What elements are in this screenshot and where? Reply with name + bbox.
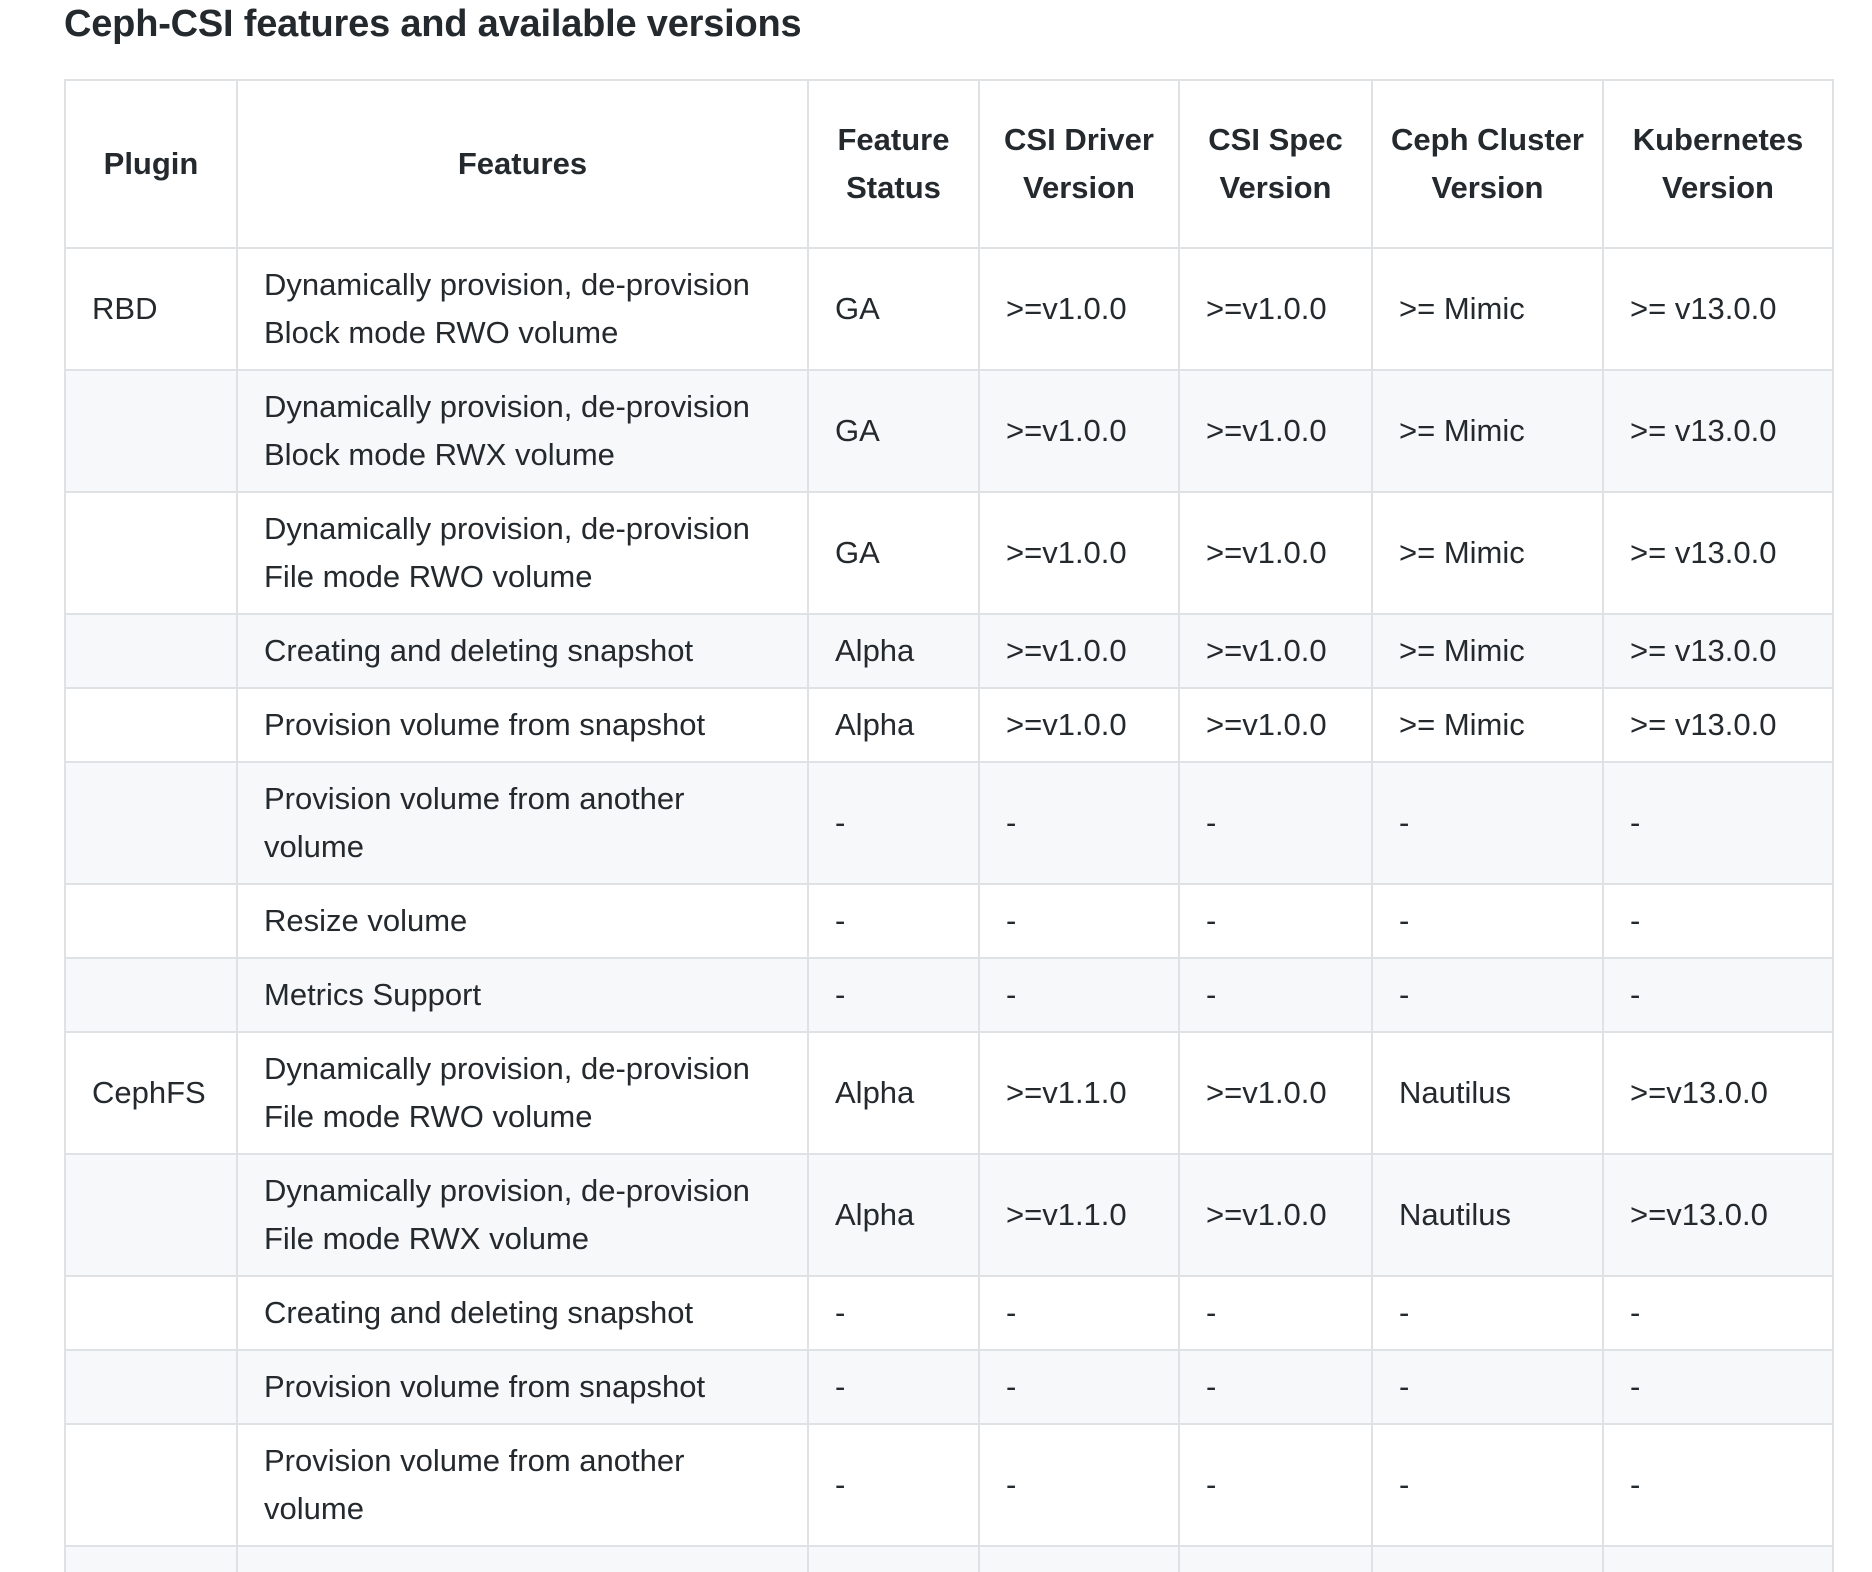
cell-plugin [65,1154,237,1276]
cell-k8s: >= v13.0.0 [1603,688,1833,762]
table-row [65,614,1833,688]
cell-plugin [65,1424,237,1546]
table-header [65,80,1833,248]
cell-k8s: - [1603,1424,1833,1546]
cell-ceph: - [1372,1350,1603,1424]
cell-feature: Creating and deleting snapshot [237,1276,808,1350]
cell-feature-empty [237,1546,808,1572]
header-row [65,80,1833,248]
header-features: Features [237,80,808,248]
document-page [64,0,1844,1572]
header-kubernetes-version: Kubernetes Version [1603,80,1833,248]
cell-plugin: CephFS [65,1032,237,1154]
table-row [65,370,1833,492]
cell-ceph: >= Mimic [1372,492,1603,614]
cell-ceph: - [1372,958,1603,1032]
table-body [65,248,1833,1572]
cell-ceph: Nautilus [1372,1154,1603,1276]
cell-k8s: - [1603,958,1833,1032]
cell-csi-spec: - [1179,1424,1372,1546]
cell-feature: Provision volume from another volume [237,1424,808,1546]
header-csi-spec-version: CSI Spec Version [1179,80,1372,248]
cell-csi-driver: - [979,1276,1179,1350]
table-row [65,1154,1833,1276]
cell-csi-driver: - [979,1350,1179,1424]
cell-feature: Dynamically provision, de-provision File mode RWX volume [237,1154,808,1276]
cell-csi-driver: >=v1.0.0 [979,688,1179,762]
cell-status: Alpha [808,1032,979,1154]
cell-status: Alpha [808,614,979,688]
cell-csi-driver: - [979,762,1179,884]
cell-status: Alpha [808,688,979,762]
cell-feature: Dynamically provision, de-provision File mode RWO volume [237,1032,808,1154]
cell-ceph: >= Mimic [1372,370,1603,492]
cell-status: - [808,884,979,958]
cell-k8s: >= v13.0.0 [1603,248,1833,370]
cell-status: - [808,1276,979,1350]
cell-ceph: Nautilus [1372,1032,1603,1154]
cell-status: Alpha [808,1154,979,1276]
cell-feature: Provision volume from another volume [237,762,808,884]
cell-status: GA [808,248,979,370]
cell-csi-driver: >=v1.0.0 [979,370,1179,492]
cell-k8s: - [1603,1350,1833,1424]
cell-csi-driver: >=v1.0.0 [979,248,1179,370]
table-row [65,1032,1833,1154]
cell-k8s: >= v13.0.0 [1603,370,1833,492]
cell-k8s: >=v13.0.0 [1603,1154,1833,1276]
cell-plugin [65,614,237,688]
table-row [65,762,1833,884]
cell-plugin [65,1276,237,1350]
header-csi-driver-version: CSI Driver Version [979,80,1179,248]
cell-plugin [65,688,237,762]
cell-status: GA [808,492,979,614]
cell-feature: Provision volume from snapshot [237,1350,808,1424]
cell-csi-driver: >=v1.0.0 [979,492,1179,614]
cell-status: - [808,1424,979,1546]
cell-status: GA [808,370,979,492]
cell-csi-spec: - [1179,1276,1372,1350]
cell-csi-spec: >=v1.0.0 [1179,492,1372,614]
cell-k8s: - [1603,762,1833,884]
cell-plugin [65,958,237,1032]
cell-csi-spec: >=v1.0.0 [1179,688,1372,762]
cell-plugin [65,370,237,492]
cell-status-empty [808,1546,979,1572]
cell-csi-driver: - [979,884,1179,958]
cell-csi-spec: >=v1.0.0 [1179,614,1372,688]
cell-k8s: - [1603,1276,1833,1350]
cell-plugin: RBD [65,248,237,370]
table-row [65,1350,1833,1424]
features-table [64,79,1834,1572]
cell-csi-spec: - [1179,884,1372,958]
cell-csi-spec: >=v1.0.0 [1179,1032,1372,1154]
header-plugin: Plugin [65,80,237,248]
cell-k8s: >= v13.0.0 [1603,614,1833,688]
cell-plugin [65,492,237,614]
table-row [65,688,1833,762]
cell-feature: Resize volume [237,884,808,958]
table-row [65,492,1833,614]
cell-feature: Metrics Support [237,958,808,1032]
cell-ceph: - [1372,884,1603,958]
cell-plugin-empty [65,1546,237,1572]
cell-ceph: - [1372,762,1603,884]
header-ceph-cluster-version: Ceph Cluster Version [1372,80,1603,248]
page-title: Ceph-CSI features and available versions [64,3,802,45]
cell-status: - [808,762,979,884]
cell-ceph: - [1372,1424,1603,1546]
cell-csi-driver: - [979,1424,1179,1546]
cell-feature: Dynamically provision, de-provision File mode RWO volume [237,492,808,614]
cell-feature: Provision volume from snapshot [237,688,808,762]
cell-ceph: >= Mimic [1372,688,1603,762]
cell-feature: Creating and deleting snapshot [237,614,808,688]
table-row [65,958,1833,1032]
table-row [65,884,1833,958]
table-row [65,1424,1833,1546]
cell-csi-spec: - [1179,762,1372,884]
cell-csi-spec-empty [1179,1546,1372,1572]
cell-ceph: >= Mimic [1372,248,1603,370]
cell-k8s: - [1603,884,1833,958]
cell-csi-driver: - [979,958,1179,1032]
cell-csi-driver: >=v1.1.0 [979,1032,1179,1154]
cell-plugin [65,762,237,884]
cell-feature: Dynamically provision, de-provision Block mode RWX volume [237,370,808,492]
cell-ceph: >= Mimic [1372,614,1603,688]
cell-status: - [808,1350,979,1424]
cell-k8s-empty [1603,1546,1833,1572]
cell-plugin [65,1350,237,1424]
cell-csi-driver: >=v1.1.0 [979,1154,1179,1276]
cell-csi-spec: >=v1.0.0 [1179,1154,1372,1276]
cell-plugin [65,884,237,958]
cell-ceph-empty [1372,1546,1603,1572]
cell-csi-spec: >=v1.0.0 [1179,248,1372,370]
cell-k8s: >= v13.0.0 [1603,492,1833,614]
cell-ceph: - [1372,1276,1603,1350]
table-row-cut-off [65,1546,1833,1572]
cell-k8s: >=v13.0.0 [1603,1032,1833,1154]
cell-feature: Dynamically provision, de-provision Block mode RWO volume [237,248,808,370]
header-feature-status: Feature Status [808,80,979,248]
cell-csi-spec: - [1179,958,1372,1032]
table-row [65,248,1833,370]
cell-status: - [808,958,979,1032]
table-row [65,1276,1833,1350]
cell-csi-spec: - [1179,1350,1372,1424]
cell-csi-driver-empty [979,1546,1179,1572]
cell-csi-spec: >=v1.0.0 [1179,370,1372,492]
cell-csi-driver: >=v1.0.0 [979,614,1179,688]
